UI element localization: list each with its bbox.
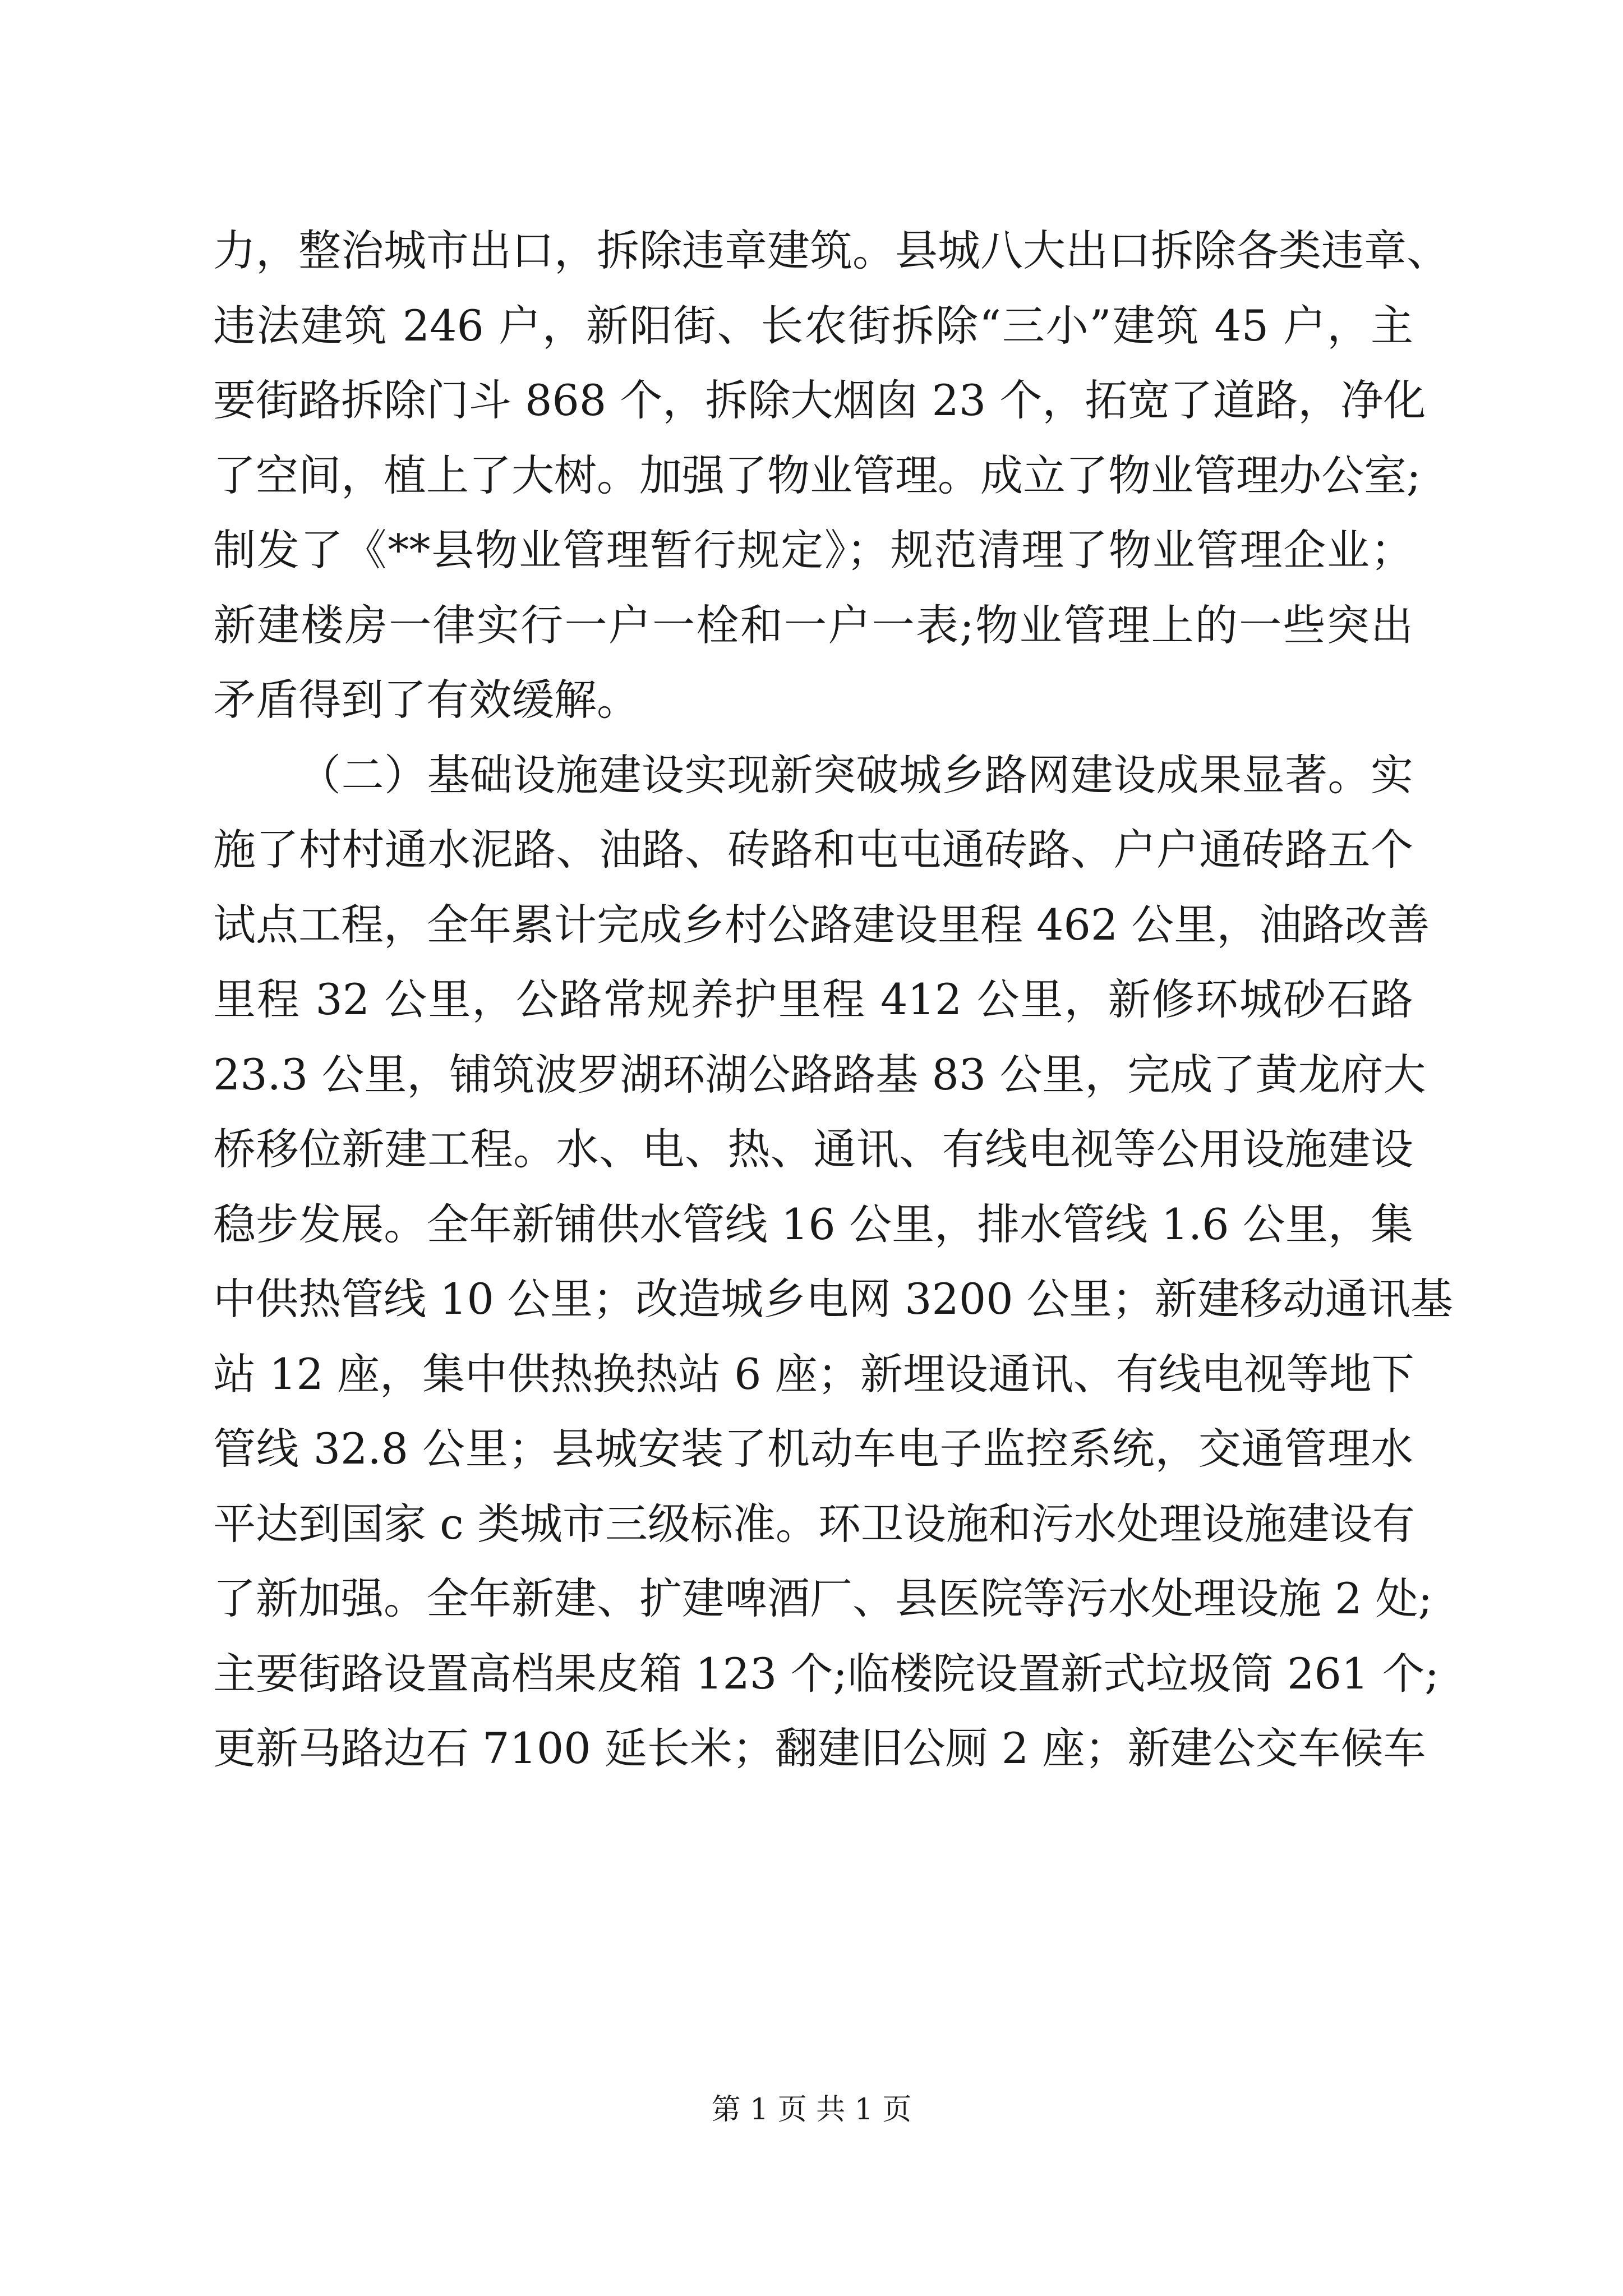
text-line: 施了村村通水泥路、油路、砖路和屯屯通砖路、户户通砖路五个 [213,825,1413,875]
text-line: 矛盾得到了有效缓解。 [213,675,639,725]
text-line: 制发了《**县物业管理暂行规定》；规范清理了物业管理企业； [213,525,1413,575]
text-line: 平达到国家 c 类城市三级标准。环卫设施和污水处理设施建设有 [213,1498,1415,1549]
text-line: 了新加强。全年新建、扩建啤酒厂、县医院等污水处理设施 2 处; [213,1573,1433,1623]
text-line: 了空间，植上了大树。加强了物业管理。成立了物业管理办公室; [213,450,1421,500]
text-line: 桥移位新建工程。水、电、热、通讯、有线电视等公用设施建设 [213,1124,1413,1174]
text-line: 力，整治城市出口，拆除违章建筑。县城八大出口拆除各类违章、 [213,226,1449,275]
text-line: 更新马路边石 7100 延长米；翻建旧公厕 2 座；新建公交车候车 [213,1723,1426,1773]
text-line: 违法建筑 246 户，新阳街、长农街拆除“三小”建筑 45 户，主 [213,300,1413,351]
text-line: 要街路拆除门斗 868 个，拆除大烟囱 23 个，拓宽了道路，净化 [213,375,1426,425]
text-line: 主要街路设置高档果皮箱 123 个;临楼院设置新式垃圾筒 261 个; [213,1648,1439,1699]
section-heading-line: （二）基础设施建设实现新突破城乡路网建设成果显著。实 [298,749,1413,800]
text-line: 中供热管线 10 公里；改造城乡电网 3200 公里；新建移动通讯基 [213,1274,1453,1324]
body-text [213,213,1453,1786]
page-footer: 第 1 页 共 1 页 [711,2093,912,2127]
text-line: 管线 32.8 公里；县城安装了机动车电子监控系统，交通管理水 [213,1424,1413,1474]
text-line: 新建楼房一律实行一户一栓和一户一表;物业管理上的一些突出 [213,600,1413,650]
text-line: 站 12 座，集中供热换热站 6 座；新埋设通讯、有线电视等地下 [213,1349,1414,1399]
text-line: 试点工程，全年累计完成乡村公路建设里程 462 公里，油路改善 [213,899,1430,950]
text-line: 23.3 公里，铺筑波罗湖环湖公路路基 83 公里，完成了黄龙府大 [213,1049,1426,1099]
text-line: 里程 32 公里，公路常规养护里程 412 公里，新修环城砂石路 [213,974,1413,1024]
text-line: 稳步发展。全年新铺供水管线 16 公里，排水管线 1.6 公里，集 [213,1199,1413,1249]
